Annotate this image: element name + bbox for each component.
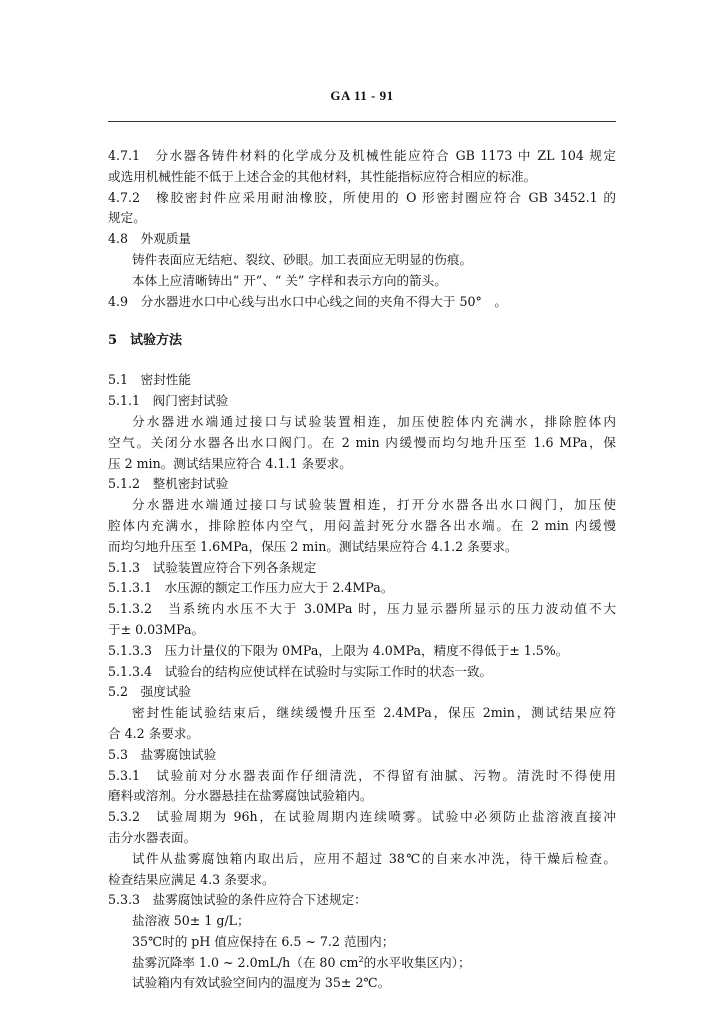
document-body (108, 146, 616, 994)
clause-4-7-1: 4.7.1 分水器各铸件材料的化学成分及机械性能应符合 GB 1173 中 ZL 104 规定 (108, 148, 616, 163)
document-header: GA 11 - 91 (330, 88, 394, 103)
paragraph-text: 检查结果应满足 4.3 条要求。 (108, 871, 275, 887)
clause-5-3-3-heading: 5.3.3 盐雾腐蚀试验的条件应符合下述规定： (108, 892, 367, 908)
clause-4-7-1-cont: 或选用机械性能不低于上述合金的其他材料，其性能指标应符合相应的标准。 (108, 168, 537, 184)
spacer (108, 352, 616, 370)
condition-text: 的水平收集区内）； (363, 954, 471, 970)
clause-5-3-1-cont: 磨料或溶剂。分水器悬挂在盐雾腐蚀试验箱内。 (108, 788, 373, 804)
section-5-heading: 5 试验方法 (108, 333, 183, 349)
clause-5-1-3-heading: 5.1.3 试验装置应符合下列各条规定 (108, 559, 317, 575)
condition-item (108, 953, 616, 974)
clause-5-1-1-heading: 5.1.1 阀门密封试验 (108, 393, 229, 409)
clause-5-1-3-3: 5.1.3.3 压力计量仪的下限为 0MPa，上限为 4.0MPa，精度不得低于± 1.5%。 (108, 642, 569, 658)
clause-4-7-2: 4.7.2 橡胶密封件应采用耐油橡胶，所使用的 O 形密封圈应符合 GB 3452.1 的 (108, 189, 616, 205)
clause-5-1-heading: 5.1 密封性能 (108, 372, 191, 388)
paragraph-text: 分水器进水端通过接口与试验装置相连，打开分水器各出水口阀门，加压使 (132, 497, 616, 513)
paragraph-text: 密封性能试验结束后，继续缓慢升压至 2.4MPa，保压 2min，测试结果应符 (132, 705, 616, 721)
clause-4-7-2-cont: 规定。 (108, 210, 146, 226)
clause-5-3-heading: 5.3 盐雾腐蚀试验 (108, 746, 217, 762)
condition-item: 35℃时的 pH 值应保持在 6.5 ~ 7.2 范围内； (132, 933, 395, 949)
paragraph-text: 而均匀地升压至 1.6MPa，保压 2 min。测试结果应符合 4.1.2 条要求。 (108, 538, 518, 554)
paragraph-text: 压 2 min。测试结果应符合 4.1.1 条要求。 (108, 455, 352, 471)
clause-5-1-3-1: 5.1.3.1 水压源的额定工作压力应大于 2.4MPa。 (108, 580, 394, 596)
clause-5-1-3-2-cont: 于± 0.03MPa。 (108, 621, 205, 637)
header-rule (108, 121, 616, 122)
paragraph-text: 分水器进水端通过接口与试验装置相连，加压使腔体内充满水，排除腔体内 (132, 413, 616, 429)
paragraph-text: 铸件表面应无结疤、裂纹、砂眼。加工表面应无明显的伤痕。 (132, 251, 473, 267)
paragraph-text: 腔体内充满水，排除腔体内空气，用闷盖封死分水器各出水端。在 2 min 内缓慢 (108, 517, 616, 533)
condition-item: 试验箱内有效试验空间内的温度为 35± 2℃。 (132, 975, 391, 991)
superscript: 2 (358, 954, 364, 964)
paragraph-text: 空气。关闭分水器各出水口阀门。在 2 min 内缓慢而均匀地升压至 1.6 MPa，保 (108, 434, 616, 450)
condition-item: 盐溶液 50± 1 g/L； (132, 913, 250, 929)
clause-5-1-2-heading: 5.1.2 整机密封试验 (108, 476, 229, 492)
clause-5-3-2-cont: 击分水器表面。 (108, 829, 197, 845)
condition-text: 盐雾沉降率 1.0 ~ 2.0mL/h（在 80 cm (132, 954, 359, 970)
spacer (108, 312, 616, 330)
clause-5-2-heading: 5.2 强度试验 (108, 684, 191, 700)
clause-4-8-heading: 4.8 外观质量 (108, 231, 191, 247)
clause-4-9: 4.9 分水器进水口中心线与出水口中心线之间的夹角不得大于 50° 。 (108, 293, 507, 309)
paragraph-text: 合 4.2 条要求。 (108, 725, 200, 741)
clause-5-1-3-4: 5.1.3.4 试验台的结构应使试样在试验时与实际工作时的状态一致。 (108, 663, 493, 679)
paragraph-text: 本体上应清晰铸出“ 开”、“ 关” 字样和表示方向的箭头。 (132, 272, 447, 288)
clause-5-1-3-2: 5.1.3.2 当系统内水压不大于 3.0MPa 时，压力显示器所显示的压力波动值不大 (108, 601, 616, 617)
clause-5-3-2: 5.3.2 试验周期为 96h，在试验周期内连续喷雾。试验中必须防止盐溶液直接冲 (108, 809, 616, 825)
paragraph-text: 试件从盐雾腐蚀箱内取出后，应用不超过 38℃的自来水冲洗，待干燥后检查。 (132, 850, 616, 866)
clause-5-3-1: 5.3.1 试验前对分水器表面作仔细清洗，不得留有油腻、污物。清洗时不得使用 (108, 767, 616, 783)
